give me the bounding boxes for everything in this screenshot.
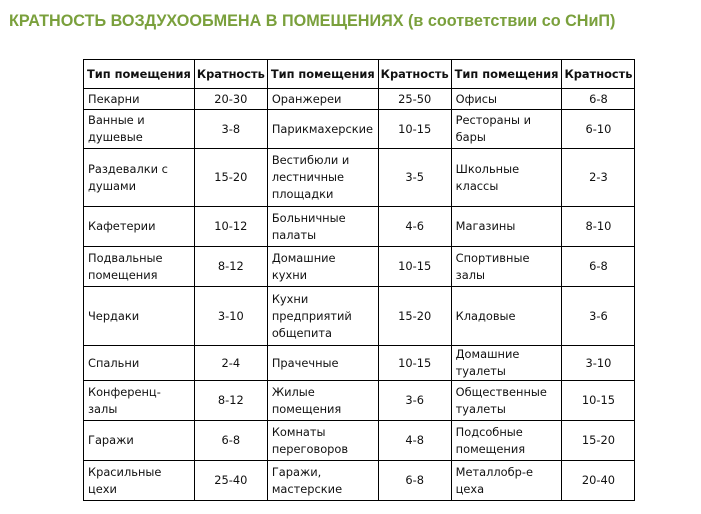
- rate-cell: 3-8: [194, 110, 267, 149]
- rate-cell: 4-8: [378, 421, 451, 461]
- table-row: [84, 89, 635, 110]
- rate-cell: 15-20: [194, 149, 267, 207]
- rate-cell: 4-6: [378, 207, 451, 247]
- rate-cell: 6-8: [562, 89, 635, 110]
- room-type-cell: Спальни: [84, 346, 195, 381]
- rate-cell: 10-15: [378, 110, 451, 149]
- room-type-cell: Прачечные: [267, 346, 378, 381]
- room-type-cell: Жилые помещения: [267, 381, 378, 421]
- rate-cell: 25-50: [378, 89, 451, 110]
- room-type-cell: Магазины: [451, 207, 562, 247]
- rate-cell: 3-5: [378, 149, 451, 207]
- room-type-cell: Домашние кухни: [267, 247, 378, 287]
- rate-cell: 8-12: [194, 381, 267, 421]
- table-row: [84, 461, 635, 501]
- room-type-cell: Комнаты переговоров: [267, 421, 378, 461]
- header-rate: Кратность: [562, 60, 635, 89]
- room-type-cell: Красильные цехи: [84, 461, 195, 501]
- room-type-cell: Офисы: [451, 89, 562, 110]
- rate-cell: 15-20: [562, 421, 635, 461]
- room-type-cell: Спортивные залы: [451, 247, 562, 287]
- header-rate: Кратность: [194, 60, 267, 89]
- room-type-cell: Чердаки: [84, 287, 195, 346]
- room-type-cell: Подвальные помещения: [84, 247, 195, 287]
- rate-cell: 20-30: [194, 89, 267, 110]
- room-type-cell: Больничные палаты: [267, 207, 378, 247]
- rate-cell: 6-10: [562, 110, 635, 149]
- table-row: [84, 110, 635, 149]
- room-type-cell: Кухни предприятий общепита: [267, 287, 378, 346]
- room-type-cell: Школьные классы: [451, 149, 562, 207]
- room-type-cell: Вестибюли и лестничные площадки: [267, 149, 378, 207]
- room-type-cell: Раздевалки с душами: [84, 149, 195, 207]
- header-room-type: Тип помещения: [451, 60, 562, 89]
- header-room-type: Тип помещения: [84, 60, 195, 89]
- room-type-cell: Подсобные помещения: [451, 421, 562, 461]
- room-type-cell: Пекарни: [84, 89, 195, 110]
- rate-cell: 3-6: [562, 287, 635, 346]
- rate-cell: 6-8: [378, 461, 451, 501]
- rate-cell: 3-6: [378, 381, 451, 421]
- rate-cell: 10-15: [562, 381, 635, 421]
- room-type-cell: Металлобр-е цеха: [451, 461, 562, 501]
- table-row: [84, 207, 635, 247]
- rate-cell: 2-4: [194, 346, 267, 381]
- rate-cell: 10-15: [378, 247, 451, 287]
- room-type-cell: Домашние туалеты: [451, 346, 562, 381]
- room-type-cell: Рестораны и бары: [451, 110, 562, 149]
- rate-cell: 6-8: [562, 247, 635, 287]
- rate-cell: 6-8: [194, 421, 267, 461]
- rate-cell: 8-10: [562, 207, 635, 247]
- header-room-type: Тип помещения: [267, 60, 378, 89]
- rate-cell: 3-10: [562, 346, 635, 381]
- room-type-cell: Парикмахерские: [267, 110, 378, 149]
- rate-cell: 8-12: [194, 247, 267, 287]
- room-type-cell: Ванные и душевые: [84, 110, 195, 149]
- rate-cell: 10-12: [194, 207, 267, 247]
- table-row: [84, 381, 635, 421]
- table-row: [84, 287, 635, 346]
- rate-cell: 2-3: [562, 149, 635, 207]
- table-row: [84, 247, 635, 287]
- rate-cell: 15-20: [378, 287, 451, 346]
- page-title: КРАТНОСТЬ ВОЗДУХООБМЕНА В ПОМЕЩЕНИЯХ (в соответствии со СНиП): [9, 12, 616, 30]
- header-rate: Кратность: [378, 60, 451, 89]
- table-row: [84, 346, 635, 381]
- room-type-cell: Гаражи: [84, 421, 195, 461]
- room-type-cell: Оранжереи: [267, 89, 378, 110]
- rate-cell: 25-40: [194, 461, 267, 501]
- room-type-cell: Гаражи, мастерские: [267, 461, 378, 501]
- rate-cell: 20-40: [562, 461, 635, 501]
- table-row: [84, 421, 635, 461]
- table-header-row: [84, 60, 635, 89]
- room-type-cell: Общественные туалеты: [451, 381, 562, 421]
- table-row: [84, 149, 635, 207]
- rate-cell: 10-15: [378, 346, 451, 381]
- room-type-cell: Кафетерии: [84, 207, 195, 247]
- air-exchange-table: [83, 59, 635, 501]
- rate-cell: 3-10: [194, 287, 267, 346]
- room-type-cell: Кладовые: [451, 287, 562, 346]
- room-type-cell: Конференц-залы: [84, 381, 195, 421]
